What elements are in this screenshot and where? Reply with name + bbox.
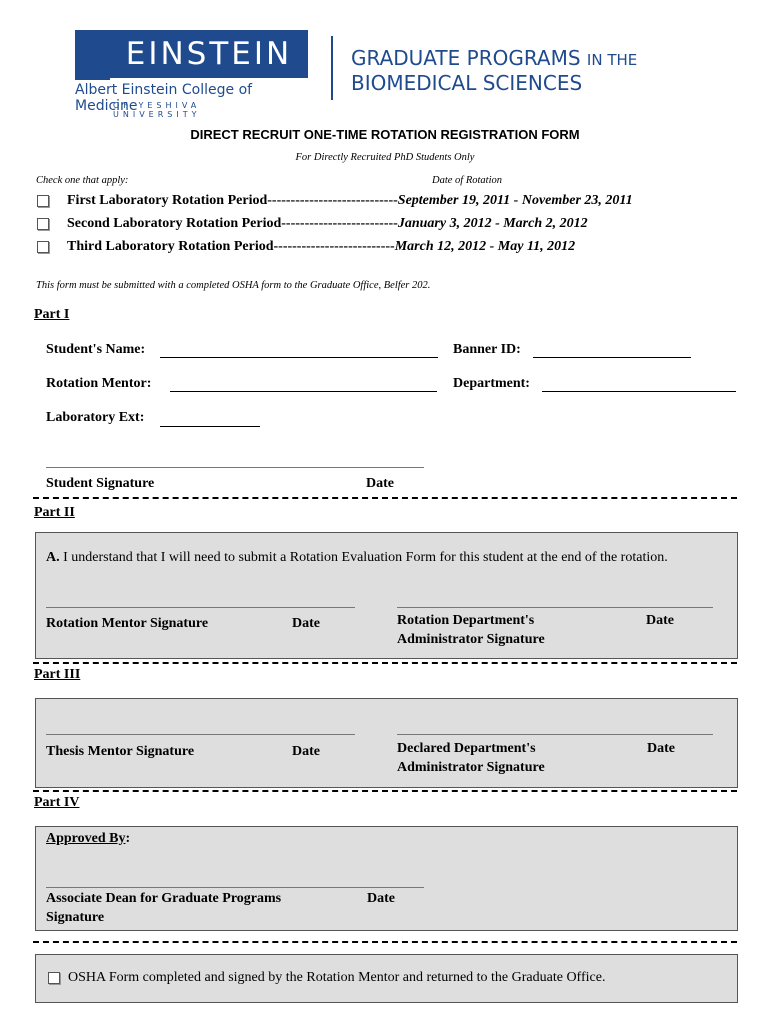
- admin-signature-label-2: Administrator Signature: [397, 632, 545, 647]
- date-of-rotation-header: Date of Rotation: [432, 175, 502, 186]
- admin-signature-label-1: Rotation Department's: [397, 613, 535, 628]
- part-3-heading: Part III: [34, 667, 81, 682]
- department-field[interactable]: [542, 375, 736, 392]
- declared-admin-label-2: Administrator Signature: [397, 760, 545, 775]
- part-2-statement: [46, 550, 668, 566]
- part-4-box: [35, 826, 738, 931]
- lab-ext-field[interactable]: [160, 410, 260, 427]
- statement-prefix: A.: [46, 550, 60, 565]
- part-2-heading: Part II: [34, 505, 75, 520]
- approved-by-label: Approved By: [46, 831, 126, 846]
- thesis-signature-label: Thesis Mentor Signature: [46, 744, 195, 759]
- approved-by-colon: :: [125, 831, 131, 846]
- period-1-dates: September 19, 2011 - November 23, 2011: [397, 193, 633, 208]
- dean-signature-label-2: Signature: [46, 910, 105, 925]
- osha-checkbox-label: OSHA Form completed and signed by the Rotation Mentor and returned to the Graduate Office.: [68, 970, 606, 985]
- admin-date-label: Date: [646, 613, 674, 628]
- mentor-signature-label: Rotation Mentor Signature: [46, 616, 209, 631]
- statement-text: I understand that I will need to submit a Rotation Evaluation Form for this student at the end of the rotation.: [63, 550, 668, 565]
- student-name-field[interactable]: [160, 341, 438, 358]
- section-divider: [33, 662, 737, 664]
- student-name-label: Student's Name:: [46, 342, 146, 357]
- program-title-small: IN THE: [586, 51, 638, 69]
- section-divider: [33, 497, 737, 499]
- period-3-checkbox[interactable]: [37, 241, 49, 253]
- period-1-label: First Laboratory Rotation Period----------------------------: [67, 193, 398, 208]
- student-date-label: Date: [366, 476, 394, 491]
- dean-signature-line[interactable]: [46, 887, 424, 888]
- declared-admin-label-1: Declared Department's: [397, 741, 536, 756]
- student-signature-line[interactable]: [46, 467, 424, 468]
- university-name: OF YESHIVA UNIVERSITY: [113, 101, 201, 119]
- rotation-mentor-label: Rotation Mentor:: [46, 376, 152, 391]
- header-divider: [331, 36, 333, 100]
- period-3-label: Third Laboratory Rotation Period--------------------------: [67, 239, 395, 254]
- program-title-line1: [351, 46, 637, 70]
- program-title-main: GRADUATE PROGRAMS: [351, 46, 581, 70]
- form-title: DIRECT RECRUIT ONE-TIME ROTATION REGISTRATION FORM: [190, 127, 580, 142]
- part-3-box: [35, 698, 738, 788]
- section-divider: [33, 941, 737, 943]
- program-title-line2: BIOMEDICAL SCIENCES: [351, 71, 583, 95]
- period-3-dates: March 12, 2012 - May 11, 2012: [394, 239, 576, 254]
- rotation-period-1: [37, 193, 633, 209]
- period-2-dates: January 3, 2012 - March 2, 2012: [397, 216, 588, 231]
- check-instruction: Check one that apply:: [36, 175, 129, 186]
- logo-wordmark: EINSTEIN: [110, 30, 308, 78]
- approved-by: [46, 831, 130, 847]
- college-name: Albert Einstein College of Medicine: [75, 82, 253, 114]
- lab-ext-label: Laboratory Ext:: [46, 410, 145, 425]
- student-signature-label: Student Signature: [46, 476, 155, 491]
- rotation-mentor-field[interactable]: [170, 375, 437, 392]
- banner-id-label: Banner ID:: [453, 342, 521, 357]
- osha-checkbox[interactable]: [48, 972, 60, 984]
- period-1-checkbox[interactable]: [37, 195, 49, 207]
- osha-checkbox-row: [48, 970, 605, 986]
- declared-admin-signature-line[interactable]: [397, 734, 713, 735]
- banner-id-field[interactable]: [533, 341, 691, 358]
- osha-note: This form must be submitted with a completed OSHA form to the Graduate Office, Belfer 202.: [36, 280, 431, 291]
- dean-date-label: Date: [367, 891, 395, 906]
- logo-emblem-icon: [75, 30, 110, 80]
- rotation-period-2: [37, 216, 588, 232]
- thesis-signature-line[interactable]: [46, 734, 355, 735]
- rotation-period-3: [37, 239, 575, 255]
- period-2-checkbox[interactable]: [37, 218, 49, 230]
- dean-signature-label-1: Associate Dean for Graduate Programs: [46, 891, 282, 906]
- mentor-signature-line[interactable]: [46, 607, 355, 608]
- part-4-heading: Part IV: [34, 795, 80, 810]
- part-1-heading: Part I: [34, 307, 70, 322]
- section-divider: [33, 790, 737, 792]
- mentor-date-label: Date: [292, 616, 320, 631]
- form-subtitle: For Directly Recruited PhD Students Only: [295, 152, 475, 163]
- declared-admin-date-label: Date: [647, 741, 675, 756]
- admin-signature-line[interactable]: [397, 607, 713, 608]
- period-2-label: Second Laboratory Rotation Period-------------------------: [67, 216, 398, 231]
- thesis-date-label: Date: [292, 744, 320, 759]
- department-label: Department:: [453, 376, 530, 391]
